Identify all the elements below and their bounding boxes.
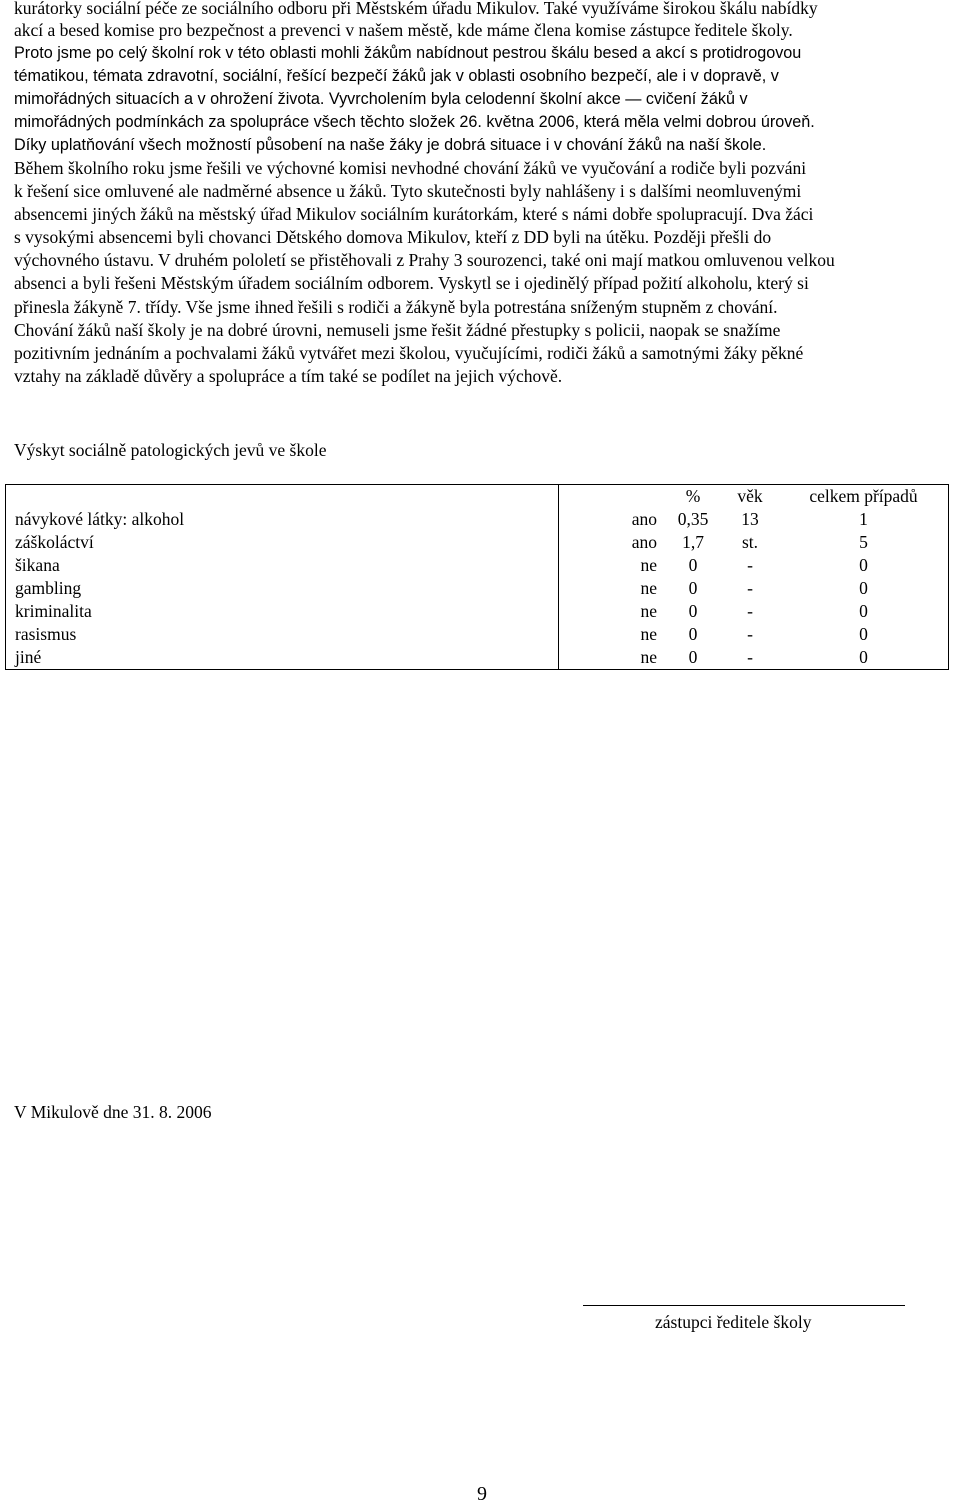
table-row (6, 531, 949, 554)
table-row (6, 600, 949, 623)
table-row (6, 646, 949, 670)
table-row (6, 577, 949, 600)
occurs-cell: ano (559, 508, 666, 531)
phenomenon-cell: záškoláctví (6, 531, 559, 554)
text-line-14: přinesla žákyně 7. třídy. Vše jsme ihned řešili s rodiči a žákyně byla potrestána sníženým stupněm z chování. (14, 297, 778, 317)
occurs-cell: ne (559, 646, 666, 670)
header-percent-cell: % (665, 485, 721, 509)
phenomenon-cell: šikana (6, 554, 559, 577)
total-cell: 5 (779, 531, 949, 554)
total-cell: 0 (779, 646, 949, 670)
text-line-2: akcí a besed komise pro bezpečnost a prevenci v našem městě, kde máme člena komise zástupce ředitele školy. (14, 20, 793, 40)
text-line-13: absenci a byli řešeni Městským úřadem sociálním odborem. Vyskytl se i ojedinělý případ požití alkoholu, který si (14, 273, 809, 293)
total-cell: 0 (779, 600, 949, 623)
total-cell: 1 (779, 508, 949, 531)
phenomenon-cell: rasismus (6, 623, 559, 646)
total-cell: 0 (779, 577, 949, 600)
table-header-row (6, 485, 949, 509)
text-line-3: Proto jsme po celý školní rok v této oblasti mohli žákům nabídnout pestrou škálu besed a akcí s protidrogovou (14, 44, 802, 62)
age-cell: - (747, 601, 753, 621)
text-line-9: k řešení sice omluvené ale nadměrné absence u žáků. Tyto skutečnosti byly nahlášeny i s dalšími neomluvenými (14, 181, 802, 201)
text-line-4: tématikou, témata zdravotní, sociální, řešící bezpečí žáků jak v oblasti osobního bezpečí, ale i v dopravě, v (14, 67, 779, 85)
text-line-12: výchovného ústavu. V druhém pololetí se přistěhovali z Prahy 3 sourozenci, také oni mají matkou omluvenou velkou (14, 250, 835, 270)
signature-line (583, 1305, 905, 1306)
phenomenon-cell: gambling (6, 577, 559, 600)
text-line-1: kurátorky sociální péče ze sociálního odboru při Městském úřadu Mikulov. Také využíváme širokou škálu nabídky (14, 0, 818, 18)
total-cell: 0 (779, 554, 949, 577)
text-line-11: s vysokými absencemi byli chovanci Dětského domova Mikulov, kteří z DD byli na útěku. Později přešli do (14, 227, 772, 247)
occurs-cell: ano (559, 531, 666, 554)
age-cell: - (747, 624, 753, 644)
header-name-cell (6, 485, 559, 509)
table-title: Výskyt sociálně patologických jevů ve škole (14, 440, 327, 460)
header-occurs-cell (559, 485, 666, 509)
phenomenon-cell: jiné (6, 646, 559, 670)
percent-cell: 0 (665, 646, 721, 670)
age-cell: - (721, 646, 779, 670)
text-line-10: absencemi jiných žáků na městský úřad Mikulov sociálním kurátorkám, které s námi dobře spolupracují. Dva žáci (14, 204, 814, 224)
text-line-7: Díky uplatňování všech možností působení na naše žáky je dobrá situace i v chování žáků na naší škole. (14, 136, 767, 154)
percent-cell: 0,35 (677, 509, 709, 529)
place-and-date: V Mikulově dne 31. 8. 2006 (14, 1102, 212, 1122)
age-cell: - (747, 555, 753, 575)
percent-cell: 0 (688, 555, 698, 575)
occurs-cell: ne (559, 554, 666, 577)
social-pathology-table (5, 484, 949, 670)
age-cell: - (747, 578, 753, 598)
text-line-17: vztahy na základě důvěry a spolupráce a tím také se podílet na jejich výchově. (14, 366, 563, 386)
text-line-16: pozitivním jednáním a pochvalami žáků vytvářet mezi školou, vyučujícími, rodiči žáků a samotnými žáky pěkné (14, 343, 804, 363)
signature-label: zástupci ředitele školy (655, 1312, 812, 1332)
total-cell: 0 (779, 623, 949, 646)
phenomenon-cell: návykové látky: alkohol (6, 508, 559, 531)
table-row (6, 623, 949, 646)
occurs-cell: ne (559, 623, 666, 646)
percent-cell: 1,7 (682, 532, 704, 552)
text-line-15: Chování žáků naší školy je na dobré úrovni, nemuseli jsme řešit žádné přestupky s policii, naopak se snažíme (14, 320, 781, 340)
percent-cell: 0 (688, 578, 698, 598)
text-line-5: mimořádných situacích a v ohrožení života. Vyvrcholením byla celodenní školní akce — cvičení žáků v (14, 90, 748, 108)
phenomenon-cell: kriminalita (6, 600, 559, 623)
text-line-6: mimořádných podmínkách za spolupráce všech těchto složek 26. května 2006, která měla velmi dobrou úroveň. (14, 113, 815, 131)
page-number: 9 (477, 1483, 487, 1505)
header-age-cell: věk (721, 485, 779, 509)
occurs-cell: ne (559, 577, 666, 600)
age-cell: st. (741, 532, 759, 552)
percent-cell: 0 (688, 601, 698, 621)
table-row (6, 554, 949, 577)
header-total-cell: celkem případů (779, 485, 949, 509)
percent-cell: 0 (688, 624, 698, 644)
text-line-8: Během školního roku jsme řešili ve výchovné komisi nevhodné chování žáků ve vyučování a rodiče byli pozváni (14, 158, 807, 178)
table-row (6, 508, 949, 531)
age-cell: 13 (741, 509, 759, 529)
occurs-cell: ne (559, 600, 666, 623)
